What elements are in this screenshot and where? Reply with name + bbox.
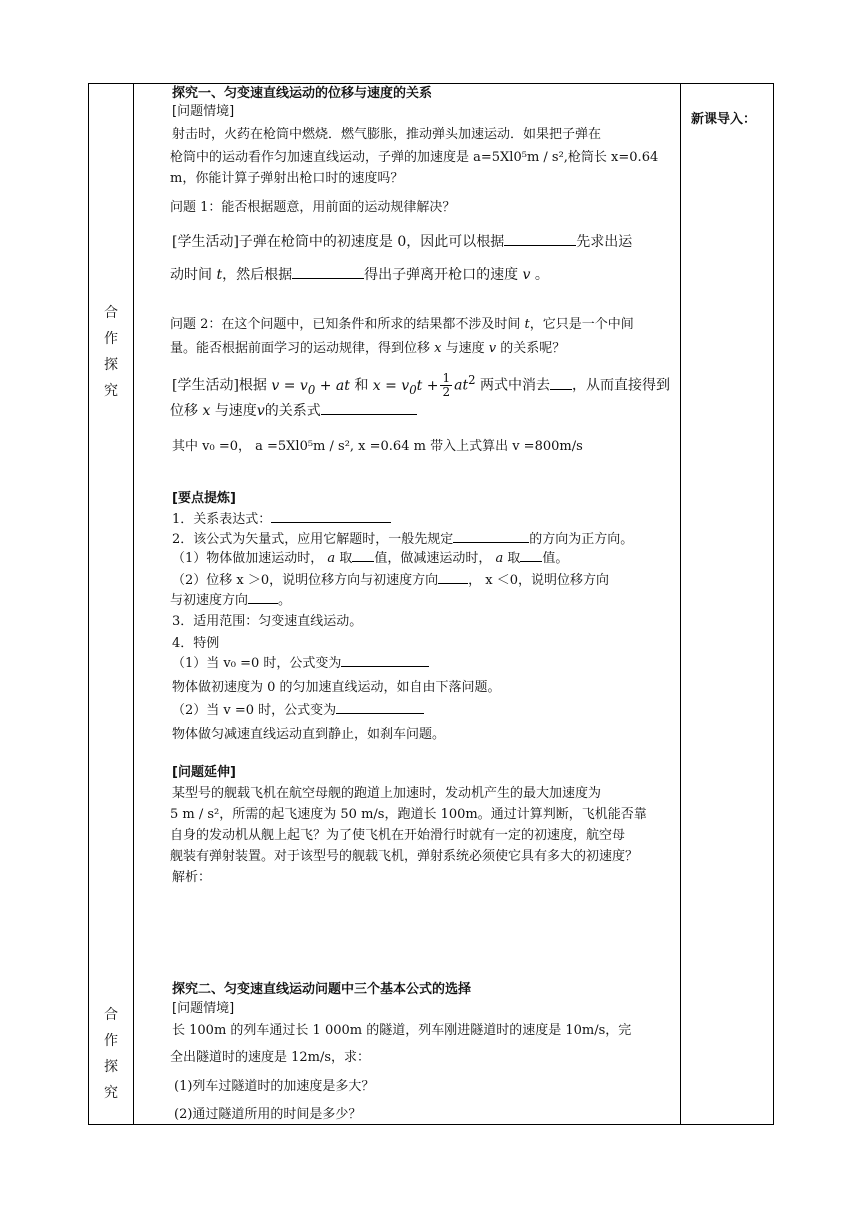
text: 的方向为正方向。 <box>529 532 634 547</box>
text: （2）位移 x ＞0，说明位移方向与初速度方向 <box>172 573 439 588</box>
paragraph-line: 射击时，火药在枪筒中燃烧．燃气膨胀，推动弹头加速运动．如果把子弹在 <box>172 127 602 142</box>
key-point: （1）物体做加速运动时， a 取 值，做减速运动时， a 取 值。 <box>172 551 569 566</box>
text: 与速度 <box>214 403 257 419</box>
text: 与初速度方向 <box>170 593 249 608</box>
key-point <box>172 654 429 673</box>
text: （1）当 v₀ =0 时，公式变为 <box>172 656 342 671</box>
text: 先求出运 <box>576 234 633 250</box>
text: （1）物体做加速运动时， <box>172 551 324 566</box>
text: [学生活动]根据 <box>172 377 267 394</box>
question-1: 问题 1：能否根据题意，用前面的运动规律解决？ <box>170 200 456 215</box>
key-point: 物体做匀减速直线运动直到静止，如刹车问题。 <box>172 727 446 742</box>
text: [学生活动]子弹在枪筒中的初速度是 0，因此可以根据 <box>172 234 505 250</box>
problem-heading: [问题情境] <box>172 1001 235 1016</box>
key-point: 物体做初速度为 0 的匀加速直线运动，如自由下落问题。 <box>172 680 501 695</box>
paragraph-line: m，你能计算子弹射出枪口时的速度吗？ <box>170 171 404 186</box>
key-point: 4．特例 <box>172 636 220 651</box>
key-point <box>172 701 424 720</box>
blank <box>321 402 417 415</box>
question-2: 问题 2：在这个问题中，已知条件和所求的结果都不涉及时间 t，它只是一个中间 <box>170 317 634 332</box>
text: （2）当 v =0 时，公式变为 <box>172 703 337 718</box>
label-char: 探 <box>104 357 118 373</box>
question-line: (1)列车过隧道时的加速度是多大？ <box>174 1079 375 1094</box>
blank <box>341 654 429 667</box>
paragraph-line: 全出隧道时的速度是 12m/s，求： <box>170 1050 371 1065</box>
key-point <box>172 530 633 549</box>
text: ，它只是一个中间 <box>529 317 634 332</box>
text: 得出子弹离开枪口的速度 <box>364 267 519 283</box>
text: 1．关系表达式： <box>172 512 272 527</box>
blank <box>520 549 542 562</box>
text: 。 <box>534 267 549 283</box>
text: ， x ＜0，说明位移方向 <box>468 573 610 588</box>
left-label-bottom <box>91 1002 131 1106</box>
blank <box>248 591 278 604</box>
paragraph-line: 舰装有弹射装置。对于该型号的舰载飞机，弹射系统必须使它具有多大的初速度？ <box>170 849 639 864</box>
key-point: 3．适用范围：匀变速直线运动。 <box>172 614 363 629</box>
blank <box>550 377 572 390</box>
blank <box>271 510 391 523</box>
new-lesson-intro-label: 新课导入： <box>691 112 757 127</box>
formula-velocity: $v = v_0$ + at <box>271 377 350 397</box>
label-char: 探 <box>104 1059 118 1075</box>
student-activity-2: [学生活动]根据 $v = v_0$ + at 和 $x = v_0t$ + $\frac{1}{2}$ $at^2$ 两式中消去 ，从而直接得到 <box>172 371 670 400</box>
lesson-table <box>88 83 774 1125</box>
text: 值，做减速运动时， <box>374 551 492 566</box>
text: 的关系式 <box>264 403 321 419</box>
text: 取 <box>339 551 353 566</box>
label-char: 合 <box>104 1007 118 1023</box>
key-points-heading: [要点提炼] <box>172 491 236 506</box>
text: 两式中消去 <box>479 377 550 394</box>
paragraph-line: 长 100m 的列车通过长 1 000m 的隧道，列车刚进隧道时的速度是 10m/s，完 <box>172 1023 632 1038</box>
student-activity-1-cont: 动时间 t，然后根据 得出子弹离开枪口的速度 v 。 <box>170 267 549 283</box>
text: 。 <box>278 593 292 608</box>
student-activity-1 <box>172 233 632 252</box>
section1-title: 探究一、匀变速直线运动的位移与速度的关系 <box>172 86 433 101</box>
text: 2．该公式为矢量式，应用它解题时，一般先规定 <box>172 532 454 547</box>
text: 位移 <box>170 403 198 419</box>
fraction-half: $\frac{1}{2}$ <box>442 371 451 400</box>
label-char: 究 <box>104 383 118 399</box>
text: 取 <box>507 551 521 566</box>
text: 的关系呢？ <box>500 341 566 356</box>
blank <box>352 549 374 562</box>
blank <box>292 266 364 279</box>
blank <box>336 701 424 714</box>
text: 量。能否根据前面学习的运动规律，得到位移 <box>170 341 431 356</box>
paragraph-line: 某型号的舰载飞机在航空母舰的跑道上加速时，发动机产生的最大加速度为 <box>172 786 602 801</box>
analysis-label: 解析： <box>172 870 212 885</box>
label-char: 作 <box>104 331 118 347</box>
key-point <box>172 571 609 590</box>
column-divider <box>133 84 134 1124</box>
formula-displacement: $x = v_0t$ + <box>372 377 439 397</box>
blank <box>453 530 529 543</box>
paragraph-line: 5 m / s²，所需的起飞速度为 50 m/s，跑道长 100m。通过计算判断，飞机能否靠 <box>170 807 647 822</box>
text: ，从而直接得到 <box>571 377 670 394</box>
section2-title: 探究二、匀变速直线运动问题中三个基本公式的选择 <box>172 982 472 997</box>
paragraph-line: 自身的发动机从舰上起飞？为了使飞机在开始滑行时就有一定的初速度，航空母 <box>170 828 626 843</box>
text: 值。 <box>542 551 569 566</box>
key-point <box>170 591 291 610</box>
column-divider <box>680 84 681 1124</box>
blank <box>438 571 468 584</box>
left-label-top <box>91 300 131 404</box>
student-activity-2-cont: 位移 x 与速度v的关系式 <box>170 402 417 421</box>
calculation-line: 其中 v₀ =0， a =5Xl0⁵m / s², x =0.64 m 带入上式算出 v =800m/s <box>172 439 583 454</box>
text: ，然后根据 <box>222 267 293 283</box>
paragraph-line: 枪筒中的运动看作匀加速直线运动，子弹的加速度是 a=5Xl0⁵m / s²,枪筒长 x=0.64 <box>170 150 659 165</box>
key-point <box>172 510 391 529</box>
text: 和 <box>354 377 369 394</box>
text: 与速度 <box>445 341 485 356</box>
label-char: 作 <box>104 1033 118 1049</box>
label-char: 究 <box>104 1085 118 1101</box>
blank <box>504 233 576 246</box>
extension-heading: [问题延伸] <box>172 765 236 780</box>
question-2-cont: 量。能否根据前面学习的运动规律，得到位移 x 与速度 v 的关系呢？ <box>170 341 566 356</box>
label-char: 合 <box>104 305 118 321</box>
problem-heading: [问题情境] <box>172 104 235 119</box>
question-line: (2)通过隧道所用的时间是多少？ <box>174 1107 362 1122</box>
text: 问题 2：在这个问题中，已知条件和所求的结果都不涉及时间 <box>170 317 521 332</box>
text: 动时间 <box>170 267 212 283</box>
